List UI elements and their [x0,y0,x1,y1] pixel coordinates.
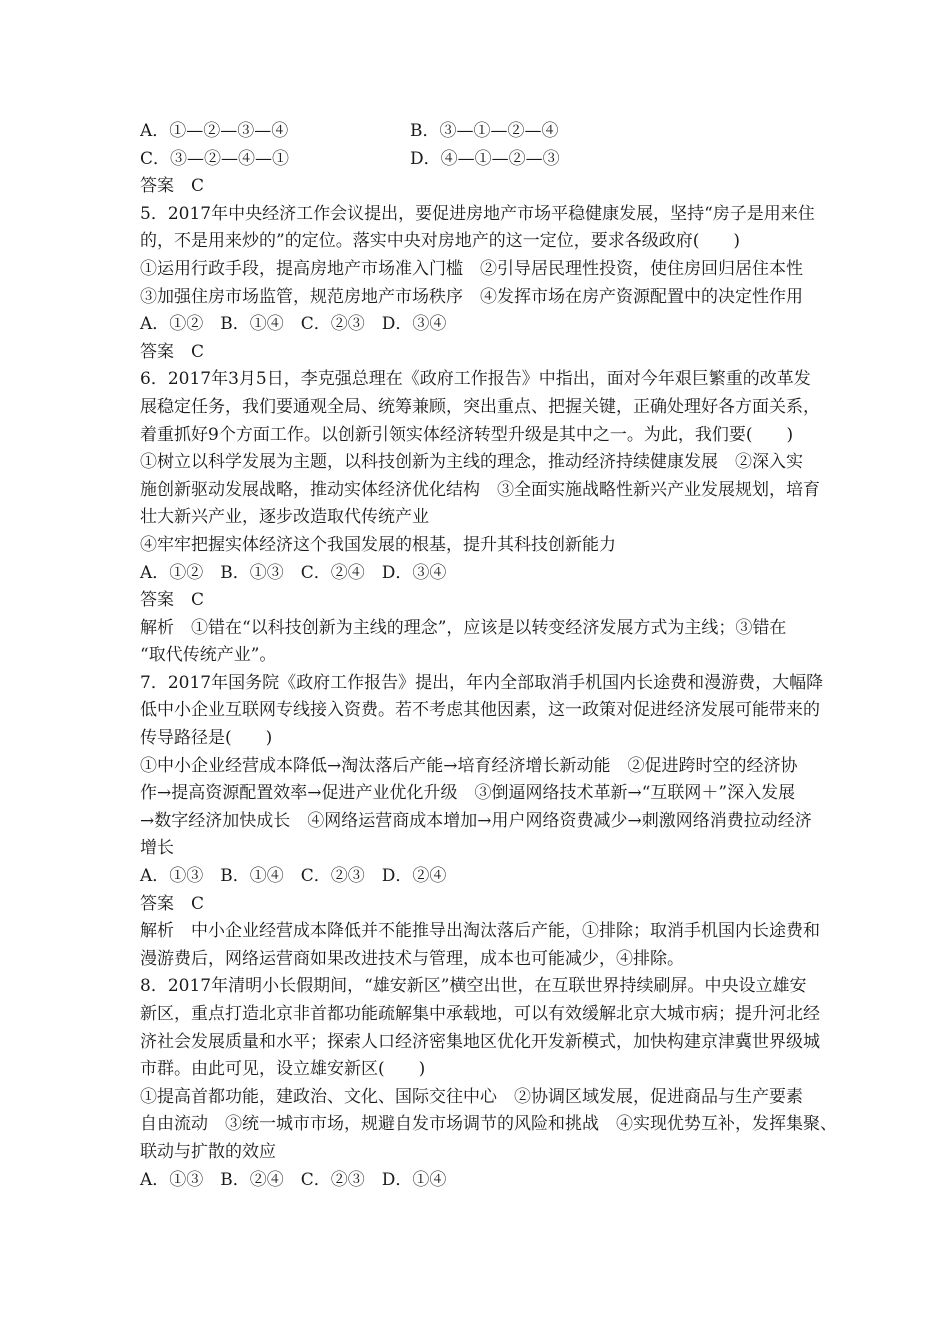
analysis-line: 漫游费后，网络运营商如果改进技术与管理，成本也可能减少，④排除。 [140,948,684,969]
question-text: 低中小企业互联网专线接入资费。若不考虑其他因素，这一政策对促进经济发展可能带来的 [140,700,820,721]
statement-line: ①运用行政手段，提高房地产市场准入门槛 ②引导居民理性投资，使住房回归居住本性 [140,258,803,279]
option-b: B．③—①—②—④ [410,121,559,141]
statement-line: ①树立以科学发展为主题，以科技创新为主线的理念，推动经济持续健康发展 ②深入实 [140,452,803,473]
analysis-line: 解析 中小企业经营成本降低并不能推导出淘汰落后产能，①排除；取消手机国内长途费和 [140,921,820,942]
answer-line: 答案 C [140,893,205,914]
option-c: C．③—②—④—① [140,148,290,169]
question-text: 市群。由此可见，设立雄安新区( ) [140,1059,426,1080]
statement-line: ③加强住房市场监管，规范房地产市场秩序 ④发挥市场在房产资源配置中的决定性作用 [140,286,803,307]
question-7 [140,670,824,974]
question-6 [140,366,820,670]
option-d: D．④—①—②—③ [410,148,560,169]
question-content [140,118,837,1194]
options-line: A．①③ B．①④ C．②③ D．②④ [140,866,447,887]
analysis-line: 解析 ①错在“以科技创新为主线的理念”，应该是以转变经济发展方式为主线；③错在 [140,617,787,638]
question-text: 着重抓好9个方面工作。以创新引领实体经济转型升级是其中之一。为此，我们要( ) [140,424,794,445]
question-4-options [140,118,820,201]
statement-line: 施创新驱动发展战略，推动实体经济优化结构 ③全面实施战略性新兴产业发展规划，培育 [140,479,820,500]
statement-line: →数字经济加快成长 ④网络运营商成本增加→用户网络资费减少→刺激网络消费拉动经济 [140,810,812,831]
answer-line: 答案 C [140,341,205,362]
question-text: 5．2017年中央经济工作会议提出，要促进房地产市场平稳健康发展，坚持“房子是用来住 [140,203,815,224]
question-text: 济社会发展质量和水平；探索人口经济密集地区优化开发新模式，加快构建京津冀世界级城 [140,1031,820,1052]
statement-line: 作→提高资源配置效率→促进产业优化升级 ③倒逼网络技术革新→“互联网＋”深入发展 [140,783,796,804]
statement-line: 壮大新兴产业，逐步改造取代传统产业 [140,507,429,528]
question-5 [140,201,820,367]
statement-line: ①中小企业经营成本降低→淘汰落后产能→培育经济增长新动能 ②促进跨时空的经济协 [140,755,798,776]
statement-line: 联动与扩散的效应 [140,1141,276,1162]
options-line: A．①② B．①④ C．②③ D．③④ [140,314,447,335]
statement-line: 自由流动 ③统一城市市场，规避自发市场调节的风险和挑战 ④实现优势互补，发挥集聚、 [140,1114,837,1135]
question-text: 新区，重点打造北京非首都功能疏解集中承载地，可以有效缓解北京大城市病；提升河北经 [140,1004,820,1024]
answer-line: 答案 C [140,590,205,611]
statement-line: ④牢牢把握实体经济这个我国发展的根基，提升其科技创新能力 [140,534,616,555]
answer-line: 答案 C [140,176,205,197]
question-text: 7．2017年国务院《政府工作报告》提出，年内全部取消手机国内长途费和漫游费，大幅降 [140,672,824,693]
analysis-line: “取代传统产业”。 [140,645,277,666]
question-text: 8．2017年清明小长假期间，“雄安新区”横空出世，在互联世界持续刷屏。中央设立雄安 [140,976,807,997]
question-text: 展稳定任务，我们要通观全局、统筹兼顾，突出重点、把握关键，正确处理好各方面关系， [140,396,820,417]
options-line: A．①③ B．②④ C．②③ D．①④ [140,1169,447,1190]
question-text: 传导路径是( ) [140,728,273,749]
options-line: A．①② B．①③ C．②④ D．③④ [140,562,447,583]
option-row [140,118,820,146]
option-row [140,146,820,174]
statement-line: ①提高首都功能，建政治、文化、国际交往中心 ②协调区域发展，促进商品与生产要素 [140,1086,803,1107]
question-8 [140,973,837,1194]
question-text: 6．2017年3月5日，李克强总理在《政府工作报告》中指出，面对今年艰巨繁重的改革发 [140,369,811,390]
statement-line: 增长 [140,838,174,859]
option-a: A．①—②—③—④ [140,121,289,141]
question-text: 的，不是用来炒的”的定位。落实中央对房地产的这一定位，要求各级政府( ) [140,231,740,252]
